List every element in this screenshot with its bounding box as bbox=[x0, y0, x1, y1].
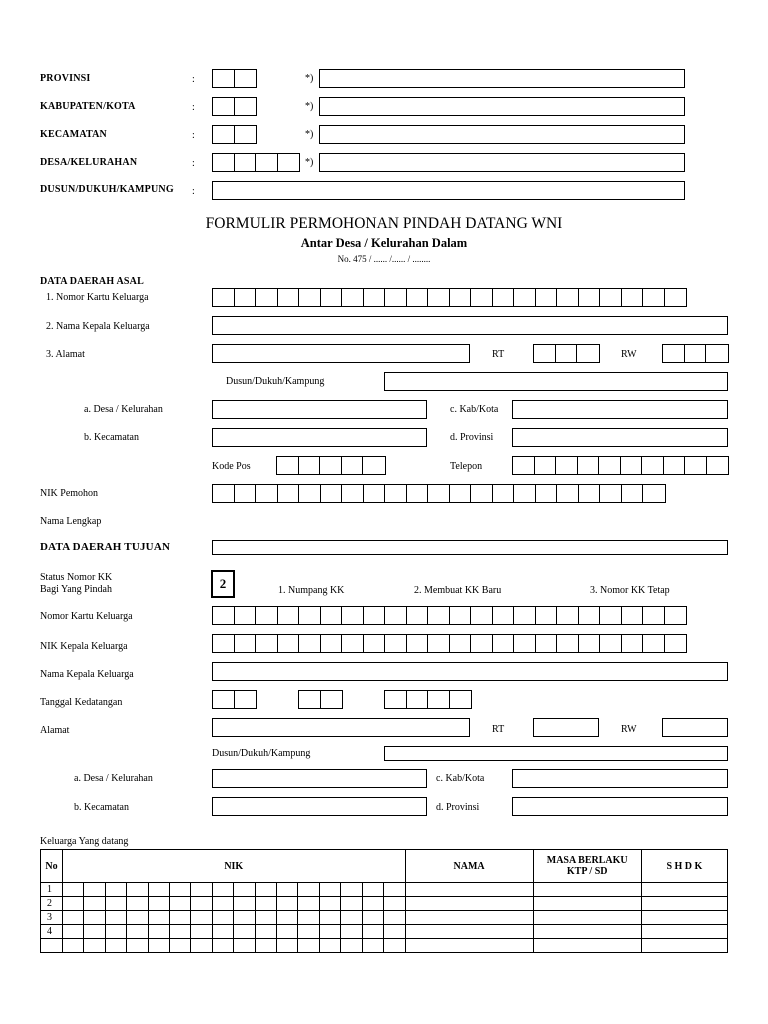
kodepos-label: Kode Pos bbox=[212, 461, 251, 472]
provinsi-name-field[interactable] bbox=[319, 69, 685, 88]
nama-cell[interactable] bbox=[405, 925, 533, 939]
nik-cell[interactable] bbox=[255, 939, 276, 953]
masa-berlaku-cell[interactable] bbox=[533, 897, 641, 911]
desa-code-field[interactable] bbox=[212, 153, 300, 172]
tujuan-rt-label: RT bbox=[492, 724, 505, 735]
shdk-cell[interactable] bbox=[641, 897, 727, 911]
nik-cell[interactable] bbox=[255, 883, 276, 897]
kecamatan-label: KECAMATAN bbox=[40, 129, 107, 140]
nik-cell[interactable] bbox=[212, 883, 233, 897]
nik-cell[interactable] bbox=[191, 925, 212, 939]
dusun-label-asal: Dusun/Dukuh/Kampung bbox=[226, 376, 325, 387]
desa-name-field[interactable] bbox=[319, 153, 685, 172]
nik-cell[interactable] bbox=[127, 911, 148, 925]
nik-cell[interactable] bbox=[84, 939, 105, 953]
nik-cell[interactable] bbox=[105, 939, 126, 953]
tujuan-nik-kepala-label: NIK Kepala Keluarga bbox=[40, 641, 128, 652]
nama-cell[interactable] bbox=[405, 939, 533, 953]
kabupaten-name-field[interactable] bbox=[319, 97, 685, 116]
nik-cell[interactable] bbox=[127, 897, 148, 911]
masa-berlaku-cell[interactable] bbox=[533, 925, 641, 939]
status-kk-label-2: Bagi Yang Pindah bbox=[40, 584, 112, 595]
nik-cell[interactable] bbox=[84, 883, 105, 897]
kabupaten-code-field[interactable] bbox=[212, 97, 257, 116]
nik-cell[interactable] bbox=[362, 911, 383, 925]
col-nik: NIK bbox=[63, 850, 406, 883]
nik-cell[interactable] bbox=[362, 939, 383, 953]
tujuan-dusun-field[interactable] bbox=[384, 746, 728, 761]
tujuan-rw-label: RW bbox=[621, 724, 637, 735]
tujuan-desa-label: a. Desa / Kelurahan bbox=[74, 773, 153, 784]
nik-cell[interactable] bbox=[148, 911, 169, 925]
nik-cell[interactable] bbox=[277, 911, 298, 925]
table-row bbox=[41, 925, 728, 939]
nik-cell[interactable] bbox=[105, 883, 126, 897]
nik-cell[interactable] bbox=[277, 883, 298, 897]
shdk-cell[interactable] bbox=[641, 911, 727, 925]
nik-cell[interactable] bbox=[191, 911, 212, 925]
rw-label: RW bbox=[621, 349, 637, 360]
nik-cell[interactable] bbox=[234, 939, 255, 953]
tujuan-prov-field[interactable] bbox=[512, 797, 728, 816]
status-option-3: 3. Nomor KK Tetap bbox=[590, 585, 670, 596]
nik-cell[interactable] bbox=[362, 883, 383, 897]
prov-label-asal: d. Provinsi bbox=[450, 432, 494, 443]
note-mark: *) bbox=[305, 101, 314, 112]
family-table bbox=[40, 849, 728, 953]
col-masa-line2: KTP / SD bbox=[566, 866, 608, 877]
nama-cell[interactable] bbox=[405, 883, 533, 897]
nik-cell[interactable] bbox=[319, 925, 340, 939]
table-row bbox=[41, 939, 728, 953]
nik-cell[interactable] bbox=[298, 925, 319, 939]
colon: : bbox=[192, 186, 195, 197]
row-number: 2 bbox=[41, 897, 63, 911]
asal-nama-kepala-field[interactable] bbox=[212, 316, 728, 335]
provinsi-code-field[interactable] bbox=[212, 69, 257, 88]
tujuan-nomor-kk-field[interactable] bbox=[212, 606, 687, 625]
nik-cell[interactable] bbox=[341, 883, 362, 897]
shdk-cell[interactable] bbox=[641, 939, 727, 953]
section-asal: DATA DAERAH ASAL bbox=[40, 276, 144, 287]
nik-cell[interactable] bbox=[105, 897, 126, 911]
col-masa-line1: MASA BERLAKU bbox=[546, 855, 628, 866]
nik-cell[interactable] bbox=[84, 911, 105, 925]
nik-cell[interactable] bbox=[127, 883, 148, 897]
form-subtitle: Antar Desa / Kelurahan Dalam bbox=[300, 236, 468, 250]
telepon-label: Telepon bbox=[450, 461, 483, 472]
kecamatan-name-field[interactable] bbox=[319, 125, 685, 144]
tujuan-kab-label: c. Kab/Kota bbox=[436, 773, 485, 784]
nik-cell[interactable] bbox=[255, 925, 276, 939]
nik-cell[interactable] bbox=[212, 939, 233, 953]
tanggal-label: Tanggal Kedatangan bbox=[40, 697, 123, 708]
nik-cell[interactable] bbox=[319, 939, 340, 953]
asal-dusun-field[interactable] bbox=[384, 372, 728, 391]
nik-cell[interactable] bbox=[362, 897, 383, 911]
nik-cell[interactable] bbox=[319, 911, 340, 925]
nik-cell[interactable] bbox=[234, 911, 255, 925]
colon: : bbox=[192, 130, 195, 141]
row-number bbox=[41, 939, 63, 953]
nik-cell[interactable] bbox=[384, 897, 405, 911]
tujuan-nomor-kk-label: Nomor Kartu Keluarga bbox=[40, 611, 133, 622]
nik-cell[interactable] bbox=[148, 883, 169, 897]
tujuan-rw-field[interactable] bbox=[662, 718, 728, 737]
asal-rt-field[interactable] bbox=[533, 344, 600, 363]
nik-cell[interactable] bbox=[148, 939, 169, 953]
asal-nomor-kk-field[interactable] bbox=[212, 288, 687, 307]
nik-cell[interactable] bbox=[277, 939, 298, 953]
nik-cell[interactable] bbox=[212, 911, 233, 925]
nik-cell[interactable] bbox=[63, 925, 84, 939]
nik-cell[interactable] bbox=[191, 897, 212, 911]
nik-cell[interactable] bbox=[362, 925, 383, 939]
nik-cell[interactable] bbox=[63, 883, 84, 897]
tujuan-alamat-field[interactable] bbox=[212, 718, 470, 737]
desa-label: DESA/KELURAHAN bbox=[40, 157, 138, 168]
nik-cell[interactable] bbox=[170, 925, 191, 939]
tujuan-kec-field[interactable] bbox=[212, 797, 427, 816]
nama-kepala-label: 2. Nama Kepala Keluarga bbox=[46, 321, 150, 332]
colon: : bbox=[192, 158, 195, 169]
nomor-kk-label: 1. Nomor Kartu Keluarga bbox=[46, 292, 149, 303]
tujuan-kab-field[interactable] bbox=[512, 769, 728, 788]
section-tujuan: DATA DAERAH TUJUAN bbox=[40, 541, 171, 553]
nik-cell[interactable] bbox=[148, 925, 169, 939]
nik-pemohon-label: NIK Pemohon bbox=[40, 488, 99, 499]
nik-cell[interactable] bbox=[63, 911, 84, 925]
col-nama: NAMA bbox=[405, 850, 533, 883]
asal-kodepos-field[interactable] bbox=[276, 456, 386, 475]
nik-cell[interactable] bbox=[63, 897, 84, 911]
colon: : bbox=[192, 102, 195, 113]
colon: : bbox=[192, 74, 195, 85]
nik-cell[interactable] bbox=[384, 911, 405, 925]
nama-lengkap-label: Nama Lengkap bbox=[40, 516, 102, 527]
status-kk-field[interactable]: 2 bbox=[211, 570, 235, 598]
dusun-label: DUSUN/DUKUH/KAMPUNG bbox=[40, 184, 174, 195]
row-number: 1 bbox=[41, 883, 63, 897]
nik-cell[interactable] bbox=[84, 897, 105, 911]
tujuan-nama-kepala-label: Nama Kepala Keluarga bbox=[40, 669, 134, 680]
tanggal-day-field[interactable] bbox=[212, 690, 257, 709]
nik-cell[interactable] bbox=[277, 925, 298, 939]
asal-kab-field[interactable] bbox=[512, 400, 728, 419]
nik-cell[interactable] bbox=[212, 897, 233, 911]
nama-cell[interactable] bbox=[405, 911, 533, 925]
nik-cell[interactable] bbox=[127, 925, 148, 939]
col-masa bbox=[533, 850, 641, 883]
shdk-cell[interactable] bbox=[641, 883, 727, 897]
form-number: No. 475 / ...... /...... / ........ bbox=[337, 254, 431, 264]
nik-cell[interactable] bbox=[298, 939, 319, 953]
nama-lengkap-field[interactable] bbox=[212, 540, 728, 555]
tujuan-desa-field[interactable] bbox=[212, 769, 427, 788]
row-number: 3 bbox=[41, 911, 63, 925]
tujuan-kec-label: b. Kecamatan bbox=[74, 802, 129, 813]
nik-cell[interactable] bbox=[191, 939, 212, 953]
nik-cell[interactable] bbox=[298, 883, 319, 897]
nama-cell[interactable] bbox=[405, 897, 533, 911]
nik-cell[interactable] bbox=[191, 883, 212, 897]
nik-cell[interactable] bbox=[170, 897, 191, 911]
masa-berlaku-cell[interactable] bbox=[533, 883, 641, 897]
desa-label-asal: a. Desa / Kelurahan bbox=[84, 404, 163, 415]
nik-cell[interactable] bbox=[234, 897, 255, 911]
nik-cell[interactable] bbox=[341, 897, 362, 911]
alamat-label: 3. Alamat bbox=[46, 349, 85, 360]
table-row bbox=[41, 883, 728, 897]
asal-rw-field[interactable] bbox=[662, 344, 729, 363]
tujuan-dusun-label: Dusun/Dukuh/Kampung bbox=[212, 748, 311, 759]
nik-cell[interactable] bbox=[84, 925, 105, 939]
form-title: FORMULIR PERMOHONAN PINDAH DATANG WNI bbox=[205, 215, 563, 232]
nik-cell[interactable] bbox=[255, 897, 276, 911]
row-number: 4 bbox=[41, 925, 63, 939]
masa-berlaku-cell[interactable] bbox=[533, 939, 641, 953]
nik-cell[interactable] bbox=[63, 939, 84, 953]
tujuan-rt-field[interactable] bbox=[533, 718, 599, 737]
provinsi-label: PROVINSI bbox=[40, 73, 91, 84]
nik-cell[interactable] bbox=[341, 925, 362, 939]
nik-cell[interactable] bbox=[319, 897, 340, 911]
nik-cell[interactable] bbox=[170, 939, 191, 953]
status-option-2: 2. Membuat KK Baru bbox=[414, 585, 502, 596]
table-row bbox=[41, 897, 728, 911]
nik-cell[interactable] bbox=[170, 883, 191, 897]
rt-label: RT bbox=[492, 349, 505, 360]
col-shdk: S H D K bbox=[641, 850, 727, 883]
nik-cell[interactable] bbox=[234, 883, 255, 897]
nik-cell[interactable] bbox=[384, 939, 405, 953]
family-caption: Keluarga Yang datang bbox=[40, 836, 129, 847]
dusun-field[interactable] bbox=[212, 181, 685, 200]
tujuan-nik-kepala-field[interactable] bbox=[212, 634, 687, 653]
note-mark: *) bbox=[305, 73, 314, 84]
nik-cell[interactable] bbox=[341, 939, 362, 953]
tanggal-month-field[interactable] bbox=[298, 690, 343, 709]
col-no: No bbox=[41, 850, 63, 883]
nik-cell[interactable] bbox=[212, 925, 233, 939]
nik-cell[interactable] bbox=[148, 897, 169, 911]
family-table-header bbox=[41, 850, 728, 883]
nik-cell[interactable] bbox=[127, 939, 148, 953]
note-mark: *) bbox=[305, 157, 314, 168]
tujuan-prov-label: d. Provinsi bbox=[436, 802, 480, 813]
note-mark: *) bbox=[305, 129, 314, 140]
asal-alamat-field[interactable] bbox=[212, 344, 470, 363]
nik-cell[interactable] bbox=[384, 925, 405, 939]
nik-cell[interactable] bbox=[105, 911, 126, 925]
nik-cell[interactable] bbox=[277, 897, 298, 911]
kab-label-asal: c. Kab/Kota bbox=[450, 404, 499, 415]
kec-label-asal: b. Kecamatan bbox=[84, 432, 139, 443]
nik-cell[interactable] bbox=[298, 911, 319, 925]
asal-prov-field[interactable] bbox=[512, 428, 728, 447]
nik-cell[interactable] bbox=[298, 897, 319, 911]
masa-berlaku-cell[interactable] bbox=[533, 911, 641, 925]
asal-kec-field[interactable] bbox=[212, 428, 427, 447]
nik-cell[interactable] bbox=[105, 925, 126, 939]
shdk-cell[interactable] bbox=[641, 925, 727, 939]
nik-cell[interactable] bbox=[234, 925, 255, 939]
asal-telepon-field[interactable] bbox=[512, 456, 729, 475]
table-row bbox=[41, 911, 728, 925]
status-option-1: 1. Numpang KK bbox=[278, 585, 345, 596]
nik-cell[interactable] bbox=[255, 911, 276, 925]
nik-cell[interactable] bbox=[170, 911, 191, 925]
tujuan-nama-kepala-field[interactable] bbox=[212, 662, 728, 681]
kecamatan-code-field[interactable] bbox=[212, 125, 257, 144]
status-kk-label-1: Status Nomor KK bbox=[40, 572, 113, 583]
nik-cell[interactable] bbox=[341, 911, 362, 925]
kabupaten-label: KABUPATEN/KOTA bbox=[40, 101, 136, 112]
tanggal-year-field[interactable] bbox=[384, 690, 472, 709]
nik-cell[interactable] bbox=[319, 883, 340, 897]
tujuan-alamat-label: Alamat bbox=[40, 725, 70, 736]
nik-cell[interactable] bbox=[384, 883, 405, 897]
asal-desa-field[interactable] bbox=[212, 400, 427, 419]
nik-pemohon-field[interactable] bbox=[212, 484, 666, 503]
